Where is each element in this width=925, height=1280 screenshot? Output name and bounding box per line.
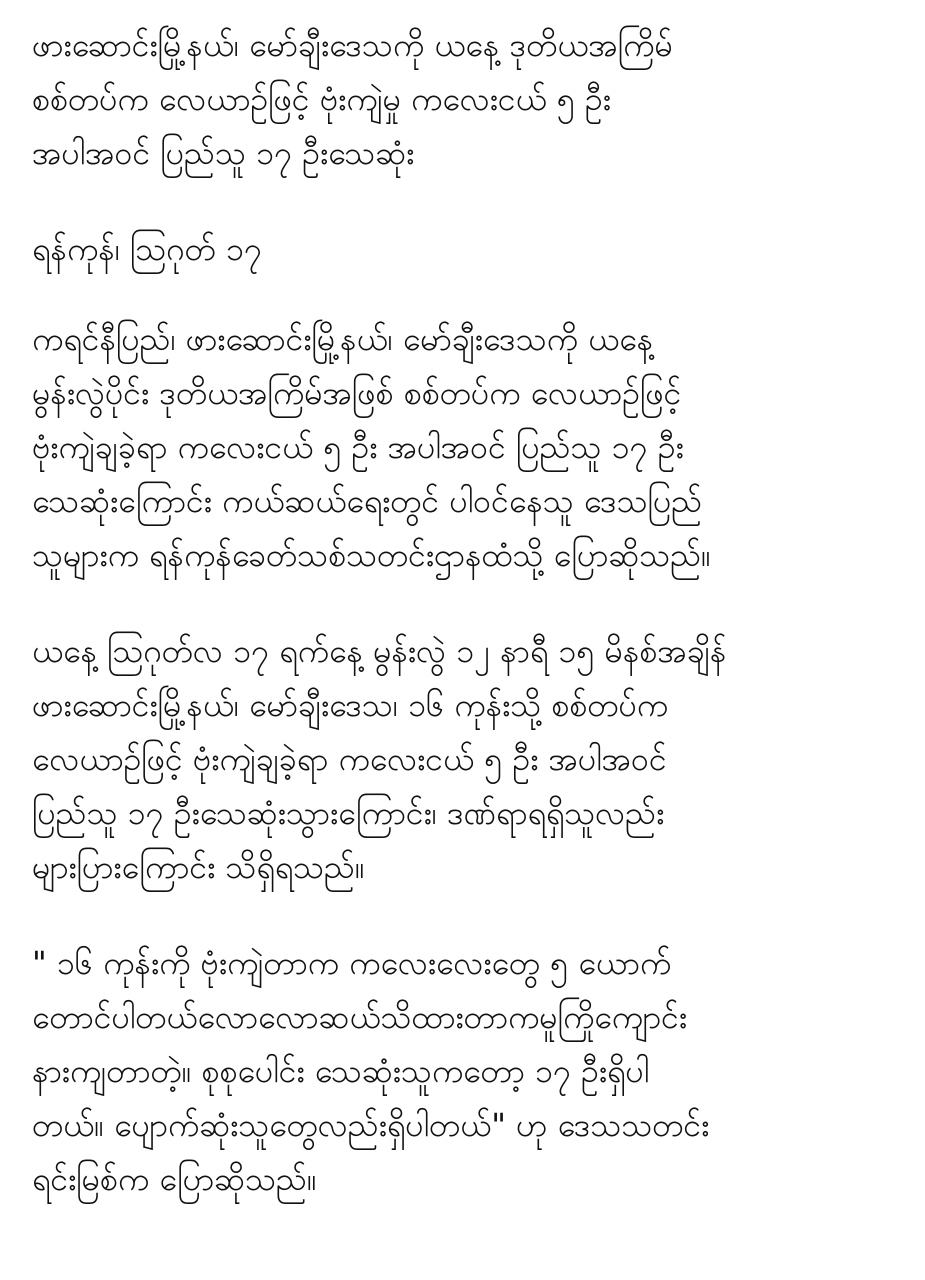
paragraph-line: ယနေ့ ဩဂုတ်လ ၁၇ ရက်နေ့ မွန်းလွဲ ၁၂ နာရီ ၁၅ မိနစ်အချိန် [32,632,727,670]
paragraph-1 [32,312,895,582]
paragraph-line: တယ်။ ပျောက်ဆုံးသူတွေလည်းရှိပါတယ်" ဟု ဒေသသတင်း [32,1106,710,1144]
paragraph-line: လေယာဉ်ဖြင့် ဗုံးကျဲချခဲ့ရာ ကလေးငယ် ၅ ဦး အပါအဝင် [32,740,667,778]
headline-line: အပါအဝင် ပြည်သူ ၁၇ ဦးသေဆုံး [32,134,415,172]
paragraph-2 [32,624,895,894]
paragraph-line: ရင်းမြစ်က ပြောဆိုသည်။ [32,1160,317,1198]
paragraph-line: များပြားကြောင်း သိရှိရသည်။ [32,848,365,886]
paragraph-3 [32,936,895,1206]
paragraph-line: ကရင်နီပြည်၊ ဖားဆောင်းမြို့နယ်၊ မော်ချီးဒေသကို ယနေ့ [32,320,654,358]
dateline-text: ရန်ကုန်၊ ဩဂုတ် ၁၇ [32,230,262,268]
paragraph-line: ပြည်သူ ၁၇ ဦးသေဆုံးသွားကြောင်း၊ ဒဏ်ရာရရှိသူလည်း [32,794,665,832]
dateline [32,222,895,276]
paragraph-line: " ၁၆ ကုန်းကို ဗုံးကျဲတာက ကလေးလေးတွေ ၅ ယောက် [32,944,672,982]
paragraph-line: မွန်းလွဲပိုင်း ဒုတိယအကြိမ်အဖြစ် စစ်တပ်က လေယာဉ်ဖြင့် [32,374,682,412]
headline [32,18,895,180]
paragraph-line: တောင်ပါတယ်လောလောဆယ်သိထားတာကမူကြိုကျောင်း [32,998,688,1036]
paragraph-line: သေဆုံးကြောင်း ကယ်ဆယ်ရေးတွင် ပါဝင်နေသူ ဒေသပြည် [32,482,703,520]
paragraph-line: သူများက ရန်ကုန်ခေတ်သစ်သတင်းဌာနထံသို့ ပြောဆိုသည်။ [32,536,711,574]
paragraph-line: ဗုံးကျဲချခဲ့ရာ ကလေးငယ် ၅ ဦး အပါအဝင် ပြည်သူ ၁၇ ဦး [32,428,684,466]
paragraph-line: ဖားဆောင်းမြို့နယ်၊ မော်ချီးဒေသ၊ ၁၆ ကုန်းသို့ စစ်တပ်က [32,686,669,724]
headline-line: ဖားဆောင်းမြို့နယ်၊ မော်ချီးဒေသကို ယနေ့ ဒုတိယအကြိမ် [32,26,673,64]
paragraph-line: နားကျတာတဲ့။ စုစုပေါင်း သေဆုံးသူကတော့ ၁၇ ဦးရှိပါ [32,1052,650,1090]
headline-line: စစ်တပ်က လေယာဉ်ဖြင့် ဗုံးကျဲမှု ကလေးငယ် ၅ ဦး [32,80,611,118]
